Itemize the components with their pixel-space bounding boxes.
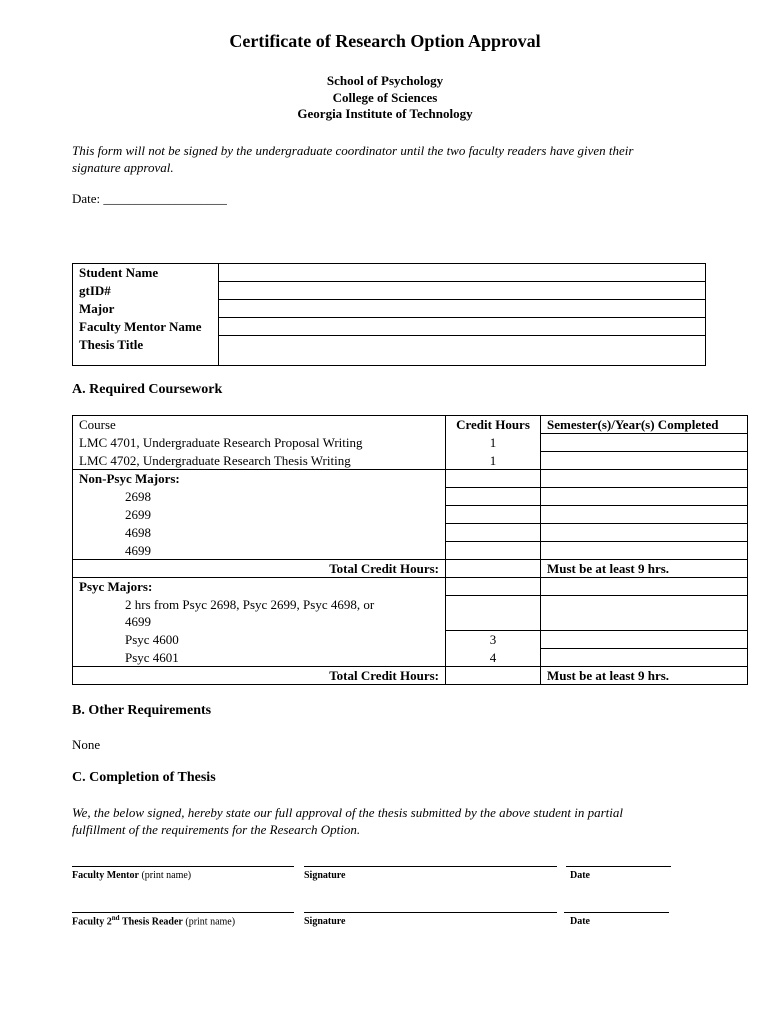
semester-field[interactable] [541, 506, 748, 524]
semester-lmc4702-field[interactable] [541, 452, 748, 470]
course-psyc4600: Psyc 4600 [73, 631, 446, 649]
course-nonpsyc-3: 4698 [73, 524, 446, 542]
other-requirements-text: None [72, 737, 101, 752]
date-field[interactable]: Date: ___________________ [72, 191, 227, 206]
reader-label-sup: nd [111, 914, 120, 922]
section-c-heading: C. Completion of Thesis [72, 770, 216, 785]
student-info-table [72, 263, 706, 366]
credit-field[interactable] [446, 524, 541, 542]
reader-date-label: Date [570, 916, 590, 927]
reader-label-bold-a: Faculty 2 [72, 916, 112, 928]
reader-signature-line[interactable] [304, 912, 557, 913]
table-row [73, 667, 748, 685]
signing-note-line1: This form will not be signed by the undergraduate coordinator until the two faculty readers have given their [72, 143, 634, 158]
semester-field[interactable] [541, 542, 748, 560]
reader-label-plain: (print name) [185, 916, 236, 928]
table-row [73, 282, 706, 300]
gtid-label: gtID# [73, 282, 219, 300]
credit-psyc4600: 3 [446, 631, 541, 649]
major-label: Major [73, 300, 219, 318]
table-row [73, 434, 748, 452]
student-name-label: Student Name [73, 264, 219, 282]
table-row [73, 300, 706, 318]
mentor-label-plain: (print name) [141, 870, 192, 881]
table-row [73, 542, 748, 560]
psyc-majors-label: Psyc Majors: [73, 578, 446, 596]
credit-field[interactable] [446, 596, 541, 631]
psyc-total-field[interactable] [446, 667, 541, 685]
semester-psyc4600-field[interactable] [541, 631, 748, 649]
nonpsyc-total-label: Total Credit Hours: [73, 560, 446, 578]
psyc-elective-course [73, 596, 446, 631]
semester-field[interactable] [541, 524, 748, 542]
major-field[interactable] [219, 300, 706, 318]
thesis-title-field[interactable] [219, 336, 706, 366]
thesis-title-label: Thesis Title [73, 336, 219, 366]
table-row [73, 578, 748, 596]
student-name-field[interactable] [219, 264, 706, 282]
nonpsyc-minimum-note: Must be at least 9 hrs. [541, 560, 748, 578]
credit-field[interactable] [446, 488, 541, 506]
credit-field[interactable] [446, 470, 541, 488]
mentor-label [72, 870, 191, 881]
table-row [73, 264, 706, 282]
reader-label [72, 914, 235, 927]
semester-lmc4701-field[interactable] [541, 434, 748, 452]
section-b-heading: B. Other Requirements [72, 703, 212, 718]
semester-field[interactable] [541, 470, 748, 488]
table-row [73, 649, 748, 667]
faculty-mentor-name-field[interactable] [219, 318, 706, 336]
table-row [73, 488, 748, 506]
reader-date-line[interactable] [564, 912, 669, 913]
table-row [73, 318, 706, 336]
credit-field[interactable] [446, 506, 541, 524]
table-row [73, 452, 748, 470]
semester-psyc4601-field[interactable] [541, 649, 748, 667]
course-nonpsyc-4: 4699 [73, 542, 446, 560]
mentor-signature-line[interactable] [304, 866, 557, 867]
course-lmc4701: LMC 4701, Undergraduate Research Proposal Writing [73, 434, 446, 452]
signing-note-line2: signature approval. [72, 160, 174, 175]
psyc-elective-line1: 2 hrs from Psyc 2698, Psyc 2699, Psyc 4698, or [125, 596, 375, 612]
credit-psyc4601: 4 [446, 649, 541, 667]
school-name: School of Psychology [326, 73, 444, 88]
credit-lmc4702: 1 [446, 452, 541, 470]
col-credit-header: Credit Hours [446, 416, 541, 434]
reader-label-bold-b: Thesis Reader [122, 916, 183, 928]
reader-signature-label: Signature [304, 916, 346, 927]
mentor-label-bold: Faculty Mentor [72, 870, 139, 881]
gtid-field[interactable] [219, 282, 706, 300]
mentor-signature-label: Signature [304, 870, 346, 881]
col-course-header: Course [73, 416, 446, 434]
approval-statement-line1: We, the below signed, hereby state our full approval of the thesis submitted by the above student in partial [72, 805, 623, 820]
table-row [73, 336, 706, 366]
table-row [73, 631, 748, 649]
table-row [73, 596, 748, 631]
psyc-minimum-note: Must be at least 9 hrs. [541, 667, 748, 685]
course-lmc4702: LMC 4702, Undergraduate Research Thesis Writing [73, 452, 446, 470]
section-a-heading: A. Required Coursework [72, 382, 223, 397]
table-row [73, 506, 748, 524]
table-row [73, 416, 748, 434]
credit-field[interactable] [446, 542, 541, 560]
mentor-date-line[interactable] [566, 866, 671, 867]
semester-field[interactable] [541, 578, 748, 596]
institute-name: Georgia Institute of Technology [297, 106, 473, 121]
mentor-date-label: Date [570, 870, 590, 881]
page-title: Certificate of Research Option Approval [229, 31, 541, 51]
col-semester-header: Semester(s)/Year(s) Completed [541, 416, 748, 434]
reader-name-line[interactable] [72, 912, 294, 913]
mentor-name-line[interactable] [72, 866, 294, 867]
credit-lmc4701: 1 [446, 434, 541, 452]
table-row [73, 560, 748, 578]
coursework-table [72, 415, 748, 685]
semester-field[interactable] [541, 488, 748, 506]
psyc-total-label: Total Credit Hours: [73, 667, 446, 685]
faculty-mentor-name-label: Faculty Mentor Name [73, 318, 219, 336]
course-nonpsyc-1: 2698 [73, 488, 446, 506]
semester-field[interactable] [541, 596, 748, 631]
approval-statement-line2: fulfillment of the requirements for the Research Option. [72, 822, 361, 837]
course-nonpsyc-2: 2699 [73, 506, 446, 524]
course-psyc4601: Psyc 4601 [73, 649, 446, 667]
college-name: College of Sciences [332, 90, 438, 105]
table-row [73, 470, 748, 488]
nonpsyc-majors-label: Non-Psyc Majors: [73, 470, 446, 488]
credit-field[interactable] [446, 578, 541, 596]
nonpsyc-total-field[interactable] [446, 560, 541, 578]
table-row [73, 524, 748, 542]
psyc-elective-line2: 4699 [125, 613, 151, 629]
